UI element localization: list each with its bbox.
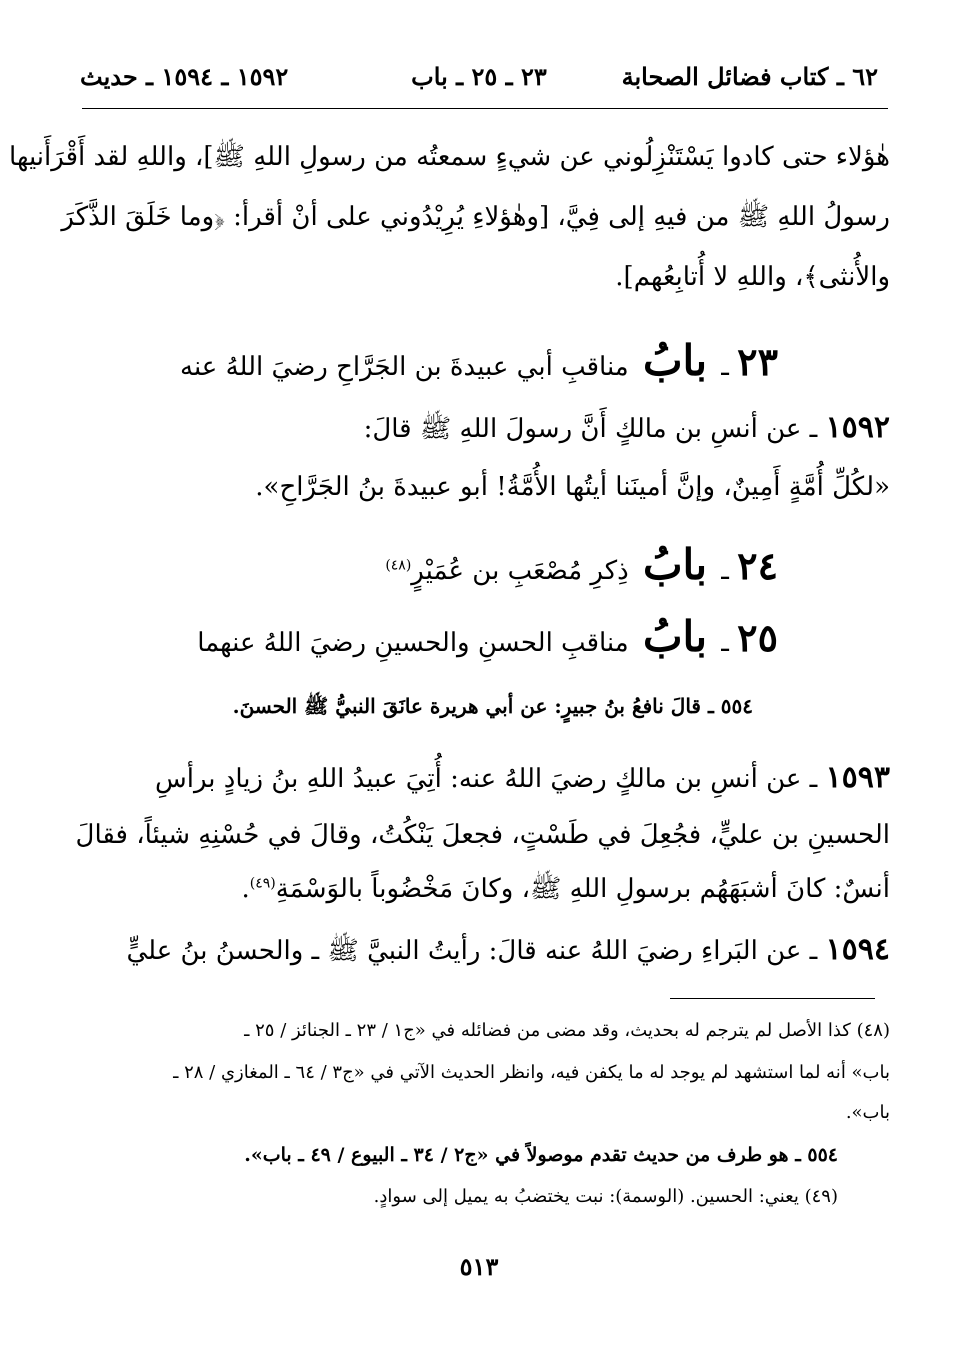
page-number: ٥١٣ [459, 1252, 499, 1281]
intro-line-1: هٰؤلاء حتى كادوا يَسْتَنْزِلُوني عن شيءٍ سمعتُه من رسولِ اللهِ ﷺ]، واللهِ لقد أَقْرَأَنيها [9, 142, 890, 172]
hadith-1593-line-2: الحسينِ بن عليٍّ، فجُعِلَ في طَسْتٍ، فجعلَ يَنْكُتُ، وقالَ في حُسْنِهِ شيئاً، فقالَ [75, 820, 890, 850]
chapter-24-bab: بابُ [642, 540, 708, 589]
running-header [80, 62, 878, 102]
hadith-1593-number: ١٥٩٣ [825, 760, 890, 795]
intro-line-3: والأُنثى﴾، واللهِ لا أُتابِعُهم]. [615, 262, 890, 292]
hadith-1594-number: ١٥٩٤ [825, 932, 890, 967]
chapter-25-number: ٢٥ [737, 615, 778, 660]
hadith-1592-line-2: «لكُلِّ أُمَّةٍ أَمِينٌ، وإنَّ أمينَنا أيتُها الأُمَّةُ! أبو عبيدةَ بنُ الجَرَّاحِ». [255, 472, 890, 502]
chapter-23-title: مناقبِ أبي عبيدةَ بن الجَرَّاحِ رضيَ اللهُ عنه [180, 352, 629, 382]
hadith-1592-text-1: ـ عن أنسِ بن مالكٍ أَنَّ رسولَ اللهِ ﷺ قالَ: [363, 414, 818, 444]
hadith-1594-line-1 [82, 932, 890, 968]
footnote-48-line-2: باب» أنه لما استشهد لم يوجد له ما يكفن فيه، وانظر الحديث الآتي في «ج٣ / ٦٤ ـ المغازي / ٢٨ ـ [173, 1062, 890, 1083]
chapter-25-heading: ٢٥ ـ بابُ مناقبِ الحسنِ والحسينِ رضيَ اللهُ عنهما [197, 612, 778, 661]
header-rule [82, 108, 888, 109]
footnote-ref-49: (٤٩) [249, 875, 276, 892]
intro-line-2: رسولُ اللهِ ﷺ من فيهِ إلى فِيَّ، [وهٰؤلاءِ يُرِيْدُوني على أنْ أقرأ: ﴿وما خَلَقَ الذَّكَرَ [61, 202, 890, 232]
chapter-23-number: ٢٣ [737, 339, 778, 384]
hadith-1593-text-3: أنسٌ: كانَ أشبَهَهُم برسولِ اللهِ ﷺ، وكانَ مَخْضُوباً بالوَسْمَةِ [275, 874, 890, 904]
footnote-rule [670, 998, 875, 999]
mualaq-554: ٥٥٤ ـ قالَ نافعُ بنُ جبيرٍ: عن أبي هريرة عانَقَ النبيُّ ﷺ الحسنَ. [232, 694, 753, 718]
header-book-title: ٦٢ ـ كتاب فضائل الصحابة [621, 62, 878, 91]
chapter-24-title: ذِكرِ مُصْعَبِ بن عُمَيْرٍ [411, 556, 629, 586]
chapter-25-title: مناقبِ الحسنِ والحسينِ رضيَ اللهُ عنهما [197, 628, 629, 658]
chapter-24-heading: ٢٤ ـ بابُ ذِكرِ مُصْعَبِ بن عُمَيْرٍ$^{(٤٨)}$ [385, 540, 778, 589]
header-chapters: ٢٣ ـ ٢٥ ـ باب [411, 62, 547, 91]
hadith-1592-line-1 [82, 410, 890, 446]
chapter-24-number: ٢٤ [737, 543, 778, 588]
hadith-1593-line-3: أنسٌ: كانَ أشبَهَهُم برسولِ اللهِ ﷺ، وكانَ مَخْضُوباً بالوَسْمَةِ$^{(٤٩)}$. [241, 874, 890, 904]
footnote-554: ٥٥٤ ـ هو طرف من حديث تقدم موصولاً في «ج٢ / ٣٤ ـ البيوع / ٤٩ ـ باب». [244, 1144, 838, 1166]
header-hadiths: ١٥٩٢ ـ ١٥٩٤ ـ حديث [80, 62, 289, 91]
footnote-ref-48: (٤٨) [385, 557, 412, 574]
chapter-23-heading: ٢٣ ـ بابُ مناقبِ أبي عبيدةَ بن الجَرَّاحِ رضيَ اللهُ عنه [180, 336, 778, 385]
hadith-1593-line-1 [82, 760, 890, 796]
footnote-49: (٤٩) يعني: الحسين. (الوسمة): نبت يختضبُ به يميل إلى سوادٍ. [373, 1186, 838, 1207]
footnote-48-line-3: باب». [845, 1102, 890, 1123]
chapter-25-bab: بابُ [642, 612, 708, 661]
hadith-1594-text-1: ـ عن البَراءِ رضيَ اللهُ عنه قالَ: رأيتُ النبيَّ ﷺ ـ والحسنُ بنُ عليٍّ [126, 936, 818, 966]
footnote-48-line-1: (٤٨) كذا الأصل لم يترجم له بحديث، وقد مضى من فضائله في «ج١ / ٢٣ ـ الجنائز / ٢٥ ـ [244, 1020, 890, 1041]
hadith-1592-number: ١٥٩٢ [825, 410, 890, 445]
hadith-1593-text-1: ـ عن أنسِ بن مالكٍ رضيَ اللهُ عنه: أُتِيَ عبيدُ اللهِ بنُ زيادٍ برأسِ [155, 764, 818, 794]
chapter-23-bab: بابُ [642, 336, 708, 385]
